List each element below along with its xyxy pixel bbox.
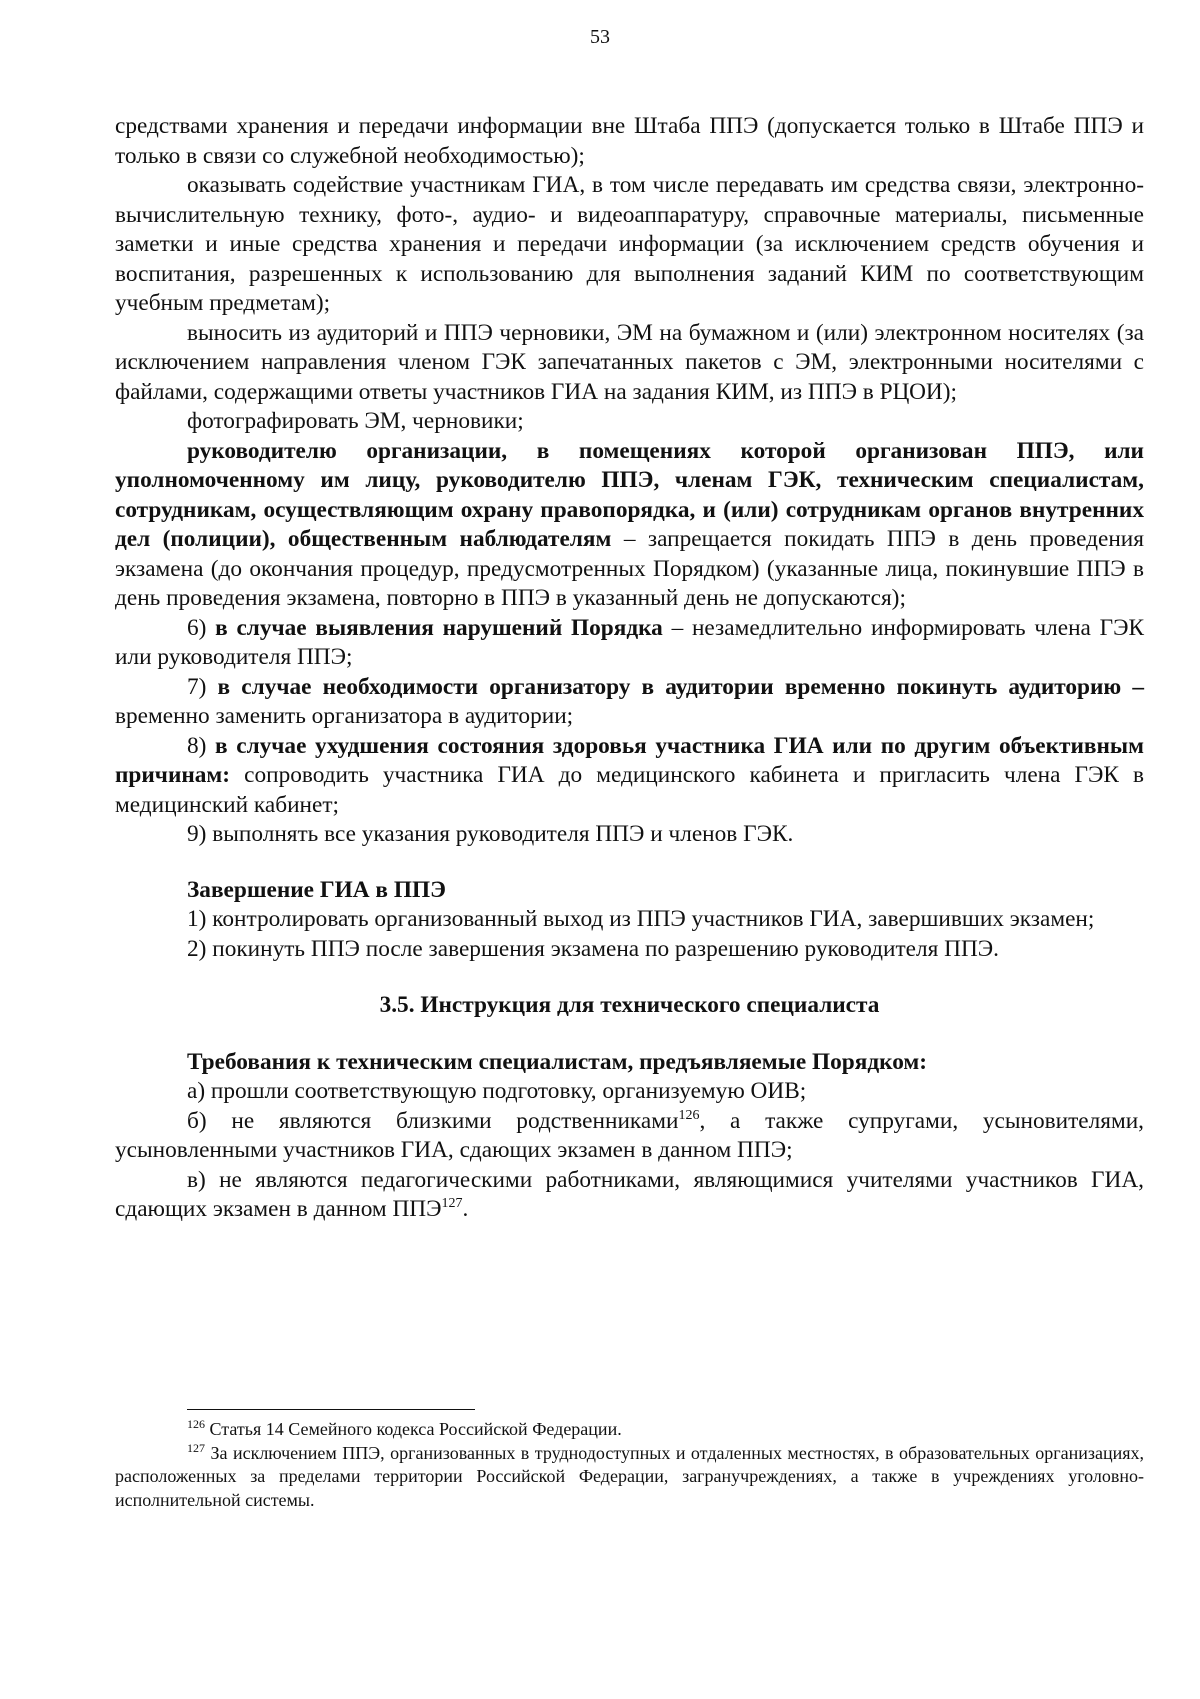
page-number: 53: [590, 26, 610, 48]
list-item: [115, 1166, 1144, 1225]
paragraph-text: , а также супругами, усыновителями, усыновленными участников ГИА, сдающих экзамен в данном ППЭ;: [115, 1107, 1144, 1163]
paragraph: оказывать содействие участникам ГИА, в том числе передавать им средства связи, электронно-вычислительную технику, фото-, аудио- и видеоаппаратуру, справочные материалы, письменные заметки и иные средства хранения и передачи информации (за исключением средств обучения и воспитания, разрешенных к использованию для выполнения заданий КИМ по соответствующим учебным предметам);: [115, 172, 1144, 316]
list-item: [115, 673, 1144, 732]
paragraph: фотографировать ЭМ, черновики;: [187, 408, 524, 434]
footnote-text: Статья 14 Семейного кодекса Российской Федерации.: [205, 1419, 622, 1439]
footnote-divider: [187, 1409, 475, 1410]
footnote: [115, 1418, 1144, 1442]
list-item: [115, 1107, 1144, 1166]
item-number: 7): [187, 673, 218, 700]
paragraph-text: – незамедлительно информировать члена ГЭК или руководителя ППЭ;: [115, 614, 1144, 670]
item-number: 8): [187, 732, 216, 759]
section-title: 3.5. Инструкция для технического специалиста: [379, 992, 880, 1018]
bold-text: в случае выявления нарушений Порядка: [215, 614, 663, 641]
paragraph: средствами хранения и передачи информации вне Штаба ППЭ (допускается только в Штабе ППЭ и только в связи со служебной необходимостью);: [115, 113, 1144, 169]
paragraph-text: .: [462, 1196, 469, 1222]
list-item: 9) выполнять все указания руководителя ППЭ и членов ГЭК.: [187, 821, 794, 847]
bold-text: руководителю организации, в помещениях которой организован ППЭ, или уполномоченному им лицу, руководителю ППЭ, членам ГЭК, техническим специалистам, сотрудникам, осуществляющим охрану правопорядка, и (или) сотрудникам органов внутренних дел (полиции), общественным наблюдателям: [115, 437, 1144, 552]
main-text: [115, 112, 1144, 1225]
list-item: [115, 614, 1144, 673]
list-item: 1) контролировать организованный выход из ППЭ участников ГИА, завершивших экзамен;: [187, 906, 1095, 932]
list-item: а) прошли соответствующую подготовку, организуемую ОИВ;: [187, 1078, 807, 1104]
bold-text: Требования к техническим специалистам, предъявляемые Порядком:: [187, 1048, 928, 1075]
paragraph: выносить из аудиторий и ППЭ черновики, ЭМ на бумажном и (или) электронном носителях (за исключением направления членом ГЭК запечатанных пакетов с ЭМ, электронными носителями с файлами, содержащими ответы участников ГИА на задания КИМ, из ППЭ в РЦОИ);: [115, 319, 1144, 405]
footnote-number: 126: [187, 1417, 205, 1431]
footnote-text: За исключением ППЭ, организованных в труднодоступных и отдаленных местностях, в образовательных организациях, расположенных за пределами территории Российской Федерации, загранучреждениях, а также в учреждениях уголовно-исполнительной системы.: [115, 1442, 1144, 1510]
footnote: [115, 1442, 1144, 1513]
paragraph-text: временно заменить организатора в аудитории;: [115, 703, 574, 729]
subheading-completion: [115, 876, 1144, 906]
bold-text: Завершение ГИА в ППЭ: [187, 876, 446, 903]
footnote-ref: 126: [678, 1107, 700, 1123]
item-number: 6): [187, 614, 216, 641]
footnote-number: 127: [187, 1440, 205, 1455]
paragraph-text: – запрещается покидать ППЭ в день проведения экзамена (до окончания процедур, предусмотренных Порядком) (указанные лица, покинувшие ППЭ в день проведения экзамена, повторно в ППЭ в указанный день не допускаются);: [115, 526, 1144, 611]
paragraph-text: сопроводить участника ГИА до медицинского кабинета и пригласить члена ГЭК в медицинский кабинет;: [115, 762, 1144, 818]
bold-text: в случае необходимости организатору в аудитории временно покинуть аудиторию –: [217, 673, 1145, 700]
paragraph-text: в) не являются педагогическими работниками, являющимися учителями участников ГИА, сдающих экзамен в данном ППЭ: [115, 1166, 1144, 1222]
paragraph-text: б) не являются близкими родственниками: [187, 1107, 679, 1134]
footnote-ref: 127: [441, 1196, 463, 1212]
paragraph: [115, 437, 1144, 614]
list-item: 2) покинуть ППЭ после завершения экзамена по разрешению руководителя ППЭ.: [187, 935, 999, 962]
bold-text: в случае ухудшения состояния здоровья участника ГИА или по другим объективным причинам:: [115, 732, 1144, 788]
footnotes: [115, 1409, 1144, 1512]
subheading-requirements: [115, 1048, 1144, 1078]
list-item: [115, 732, 1144, 821]
